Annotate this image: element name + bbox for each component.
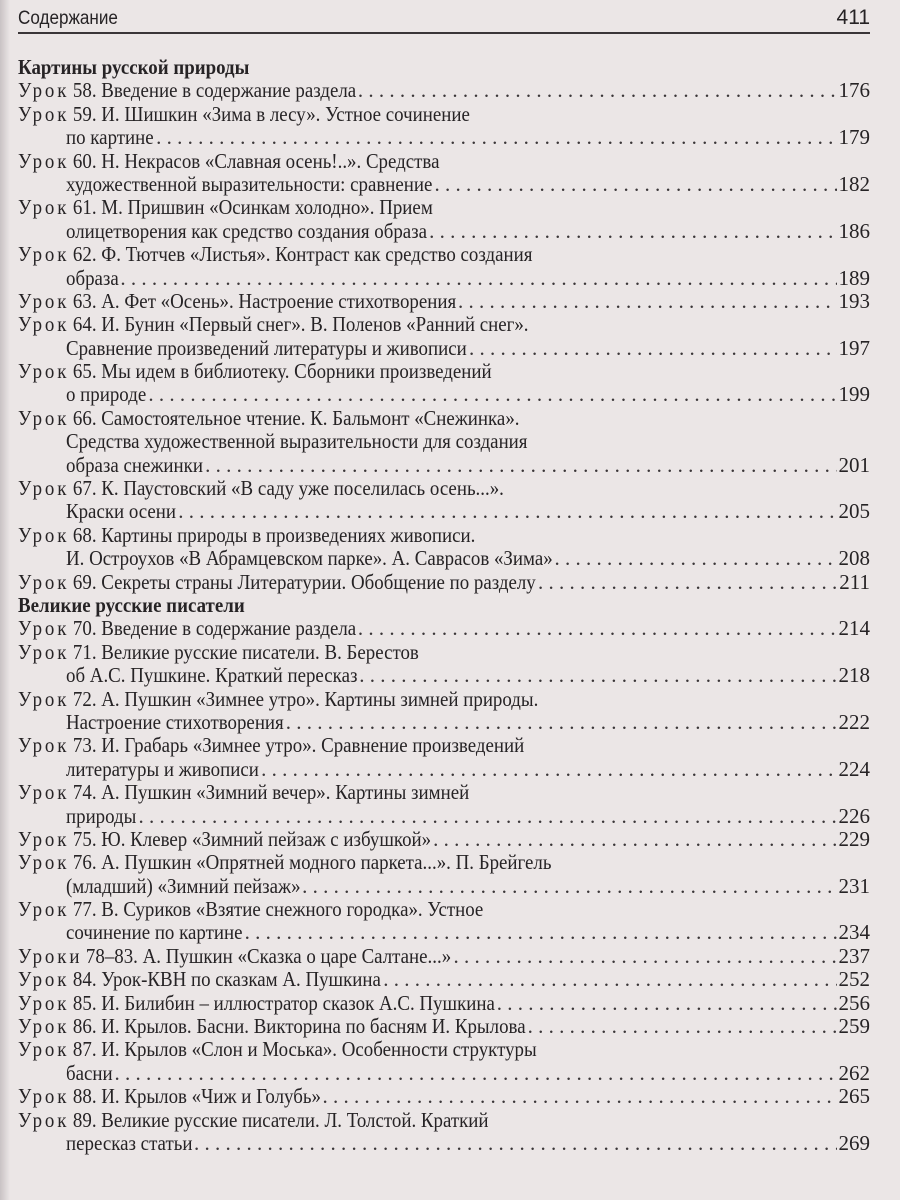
toc-entry-line	[18, 477, 870, 500]
entry-text	[18, 103, 470, 126]
lesson-number: 89.	[72, 1107, 102, 1132]
dot-leader	[538, 571, 837, 594]
lesson-number: 88.	[72, 1084, 102, 1109]
entry-text	[18, 407, 519, 430]
dot-leader	[261, 758, 836, 781]
page-ref: 197	[838, 335, 870, 360]
lesson-number: 65.	[72, 359, 102, 384]
page-ref: 186	[838, 218, 870, 243]
lesson-title: К. Паустовский «В саду уже поселилась осень...».	[101, 476, 504, 501]
lesson-title: Введение в содержание раздела	[101, 616, 357, 641]
lesson-title: И. Шишкин «Зима в лесу». Устное сочинение	[101, 101, 470, 126]
entry-text	[18, 688, 538, 711]
toc-entry-line	[18, 126, 870, 149]
entry-text	[18, 898, 483, 921]
lesson-label: Урок	[18, 148, 70, 173]
entry-text	[66, 805, 136, 828]
toc-entry-line	[18, 430, 870, 453]
page-ref: 214	[838, 616, 870, 641]
lesson-title: пересказ статьи	[66, 1130, 193, 1155]
lesson-title: М. Пришвин «Осинкам холодно». Прием	[101, 195, 433, 220]
lesson-label: Урок	[18, 990, 70, 1015]
entry-text	[66, 173, 432, 196]
dot-leader	[554, 547, 836, 570]
page-ref: 229	[838, 826, 870, 851]
lesson-label: Урок	[18, 826, 70, 851]
toc-entry-line	[18, 1015, 870, 1038]
page-ref: 201	[838, 452, 870, 477]
lesson-title: И. Билибин – иллюстратор сказок А.С. Пушкина	[101, 990, 495, 1015]
lesson-title: Урок-КВН по сказкам А. Пушкина	[101, 967, 381, 992]
entry-text	[18, 196, 433, 219]
lesson-label: Урок	[18, 405, 70, 430]
entry-text	[66, 547, 553, 570]
entry-text	[18, 1015, 526, 1038]
toc-entry-line	[18, 383, 870, 406]
lesson-label: Урок	[18, 686, 70, 711]
entry-text	[18, 571, 536, 594]
lesson-number: 77.	[72, 897, 102, 922]
lesson-number: 61.	[72, 195, 102, 220]
page-ref: 222	[838, 709, 870, 734]
toc-entry-line	[18, 1038, 870, 1061]
toc-entry-line	[18, 243, 870, 266]
page-ref: 259	[838, 1014, 870, 1039]
lesson-label: Урок	[18, 195, 70, 220]
dot-leader	[114, 1062, 836, 1085]
lesson-number: 72.	[72, 686, 102, 711]
page-ref: 218	[838, 663, 870, 688]
page-ref: 231	[838, 873, 870, 898]
toc-entry-line	[18, 898, 870, 921]
lesson-title: Секреты страны Литературии. Обобщение по разделу	[101, 569, 536, 594]
entry-text	[18, 79, 356, 102]
lesson-label: Урок	[18, 78, 70, 103]
lesson-title: Введение в содержание раздела	[101, 78, 357, 103]
toc-entry-line	[18, 79, 870, 102]
lesson-number: 85.	[72, 990, 102, 1015]
toc-entry-line	[18, 921, 870, 944]
toc-entry-line	[18, 196, 870, 219]
lesson-title: Великие русские писатели. В. Берестов	[101, 639, 419, 664]
entry-text	[18, 781, 469, 804]
toc-entry-line	[18, 1062, 870, 1085]
entry-text	[18, 828, 431, 851]
page-ref: 226	[838, 803, 870, 828]
lesson-label: Урок	[18, 312, 70, 337]
entry-text	[18, 290, 456, 313]
dot-leader	[454, 945, 837, 968]
lesson-title: А. Пушкин «Зимний вечер». Картины зимней	[101, 780, 470, 805]
dot-leader	[156, 126, 836, 149]
lesson-title: по картине	[66, 125, 154, 150]
toc-entry-line	[18, 945, 870, 968]
entry-text	[66, 875, 301, 898]
lesson-title: И. Крылов. Басни. Викторина по басням И. Крылова	[101, 1014, 526, 1039]
entry-text	[66, 758, 259, 781]
lesson-number: 63.	[72, 288, 102, 313]
lesson-label: Урок	[18, 101, 70, 126]
lesson-title: Краски осени	[66, 499, 177, 524]
lesson-number: 67.	[72, 476, 102, 501]
toc-entry-line	[18, 734, 870, 757]
entry-text	[66, 921, 242, 944]
lesson-label: Урок	[18, 569, 70, 594]
entry-text	[18, 968, 381, 991]
toc-entry-line	[18, 711, 870, 734]
lesson-label: Урок	[18, 897, 70, 922]
lesson-label: Урок	[18, 850, 70, 875]
toc-entry-line	[18, 875, 870, 898]
lesson-number: 60.	[72, 148, 102, 173]
lesson-title: А. Фет «Осень». Настроение стихотворения	[101, 288, 457, 313]
entry-text	[18, 945, 451, 968]
toc-entry-line	[18, 1109, 870, 1132]
dot-leader	[139, 805, 837, 828]
entry-text	[18, 243, 532, 266]
toc-entry-line	[18, 500, 870, 523]
lesson-label: Урок	[18, 967, 70, 992]
lesson-number: 70.	[72, 616, 102, 641]
toc-entry-line	[18, 617, 870, 640]
dot-leader	[358, 617, 837, 640]
entry-text	[66, 500, 176, 523]
entry-text	[18, 313, 529, 336]
section-heading	[18, 56, 870, 79]
toc-entry-line	[18, 103, 870, 126]
page-ref: 189	[838, 265, 870, 290]
lesson-number: 73.	[72, 733, 102, 758]
lesson-title: Средства художественной выразительности для создания	[66, 429, 528, 454]
lesson-number: 84.	[72, 967, 102, 992]
dot-leader	[245, 921, 837, 944]
entry-text	[18, 1038, 537, 1061]
lesson-title: И. Крылов «Слон и Моська». Особенности структуры	[101, 1037, 537, 1062]
entry-text	[18, 992, 495, 1015]
lesson-number: 68.	[72, 522, 102, 547]
toc-entry-line	[18, 337, 870, 360]
entry-text	[18, 734, 524, 757]
entry-text	[18, 524, 475, 547]
dot-leader	[435, 173, 837, 196]
page-edge-shadow	[0, 0, 10, 1200]
toc-entry-line	[18, 454, 870, 477]
lesson-title: Ф. Тютчев «Листья». Контраст как средство создания	[101, 242, 533, 267]
toc-entry-line	[18, 851, 870, 874]
toc-entry-line	[18, 547, 870, 570]
toc-entry-line	[18, 1085, 870, 1108]
page-ref: 234	[838, 920, 870, 945]
entry-text	[18, 150, 439, 173]
dot-leader	[286, 711, 837, 734]
entry-text	[66, 430, 528, 453]
dot-leader	[194, 1132, 837, 1155]
toc-entry-line	[18, 664, 870, 687]
lesson-number: 76.	[72, 850, 102, 875]
lesson-title: сочинение по картине	[66, 920, 243, 945]
toc-entry-line	[18, 360, 870, 383]
lesson-label: Урок	[18, 1107, 70, 1132]
entry-text	[66, 383, 146, 406]
dot-leader	[323, 1085, 837, 1108]
lesson-title: олицетворения как средство создания образа	[66, 218, 428, 243]
entry-text	[18, 641, 419, 664]
page-ref: 208	[838, 546, 870, 571]
lesson-number: 59.	[72, 101, 102, 126]
lesson-title: И. Остроухов «В Абрамцевском парке». А. Саврасов «Зима»	[66, 546, 553, 571]
lesson-number: 69.	[72, 569, 102, 594]
toc-entry-line	[18, 1132, 870, 1155]
page-ref: 269	[838, 1130, 870, 1155]
toc-entry-line	[18, 571, 870, 594]
lesson-title: Великие русские писатели. Л. Толстой. Краткий	[101, 1107, 489, 1132]
lesson-title: А. Пушкин «Сказка о царе Салтане...»	[142, 943, 452, 968]
lesson-label: Урок	[18, 780, 70, 805]
lesson-title: Картины природы в произведениях живописи.	[101, 522, 476, 547]
lesson-title: художественной выразительности: сравнение	[66, 171, 433, 196]
section-title: Великие русские писатели	[18, 592, 245, 617]
lesson-title: И. Крылов «Чиж и Голубь»	[101, 1084, 321, 1109]
page-ref: 179	[838, 125, 870, 150]
lesson-title: литературы и живописи	[66, 756, 259, 781]
entry-text	[66, 337, 467, 360]
lesson-title: образа	[66, 265, 119, 290]
dot-leader	[458, 290, 836, 313]
lesson-title: Н. Некрасов «Славная осень!..». Средства	[101, 148, 440, 173]
dot-leader	[433, 828, 836, 851]
dot-leader	[429, 220, 836, 243]
section-title: Картины русской природы	[18, 55, 250, 79]
lesson-label: Урок	[18, 476, 70, 501]
page-ref: 211	[839, 569, 870, 594]
lesson-title: И. Бунин «Первый снег». В. Поленов «Ранний снег».	[101, 312, 529, 337]
lesson-title: басни	[66, 1060, 113, 1085]
dot-leader	[205, 454, 836, 477]
toc-entry-line	[18, 828, 870, 851]
dot-leader	[469, 337, 837, 360]
lesson-title: В. Суриков «Взятие снежного городка». Устное	[101, 897, 484, 922]
dot-leader	[120, 267, 836, 290]
lesson-title: Ю. Клевер «Зимний пейзаж с избушкой»	[101, 826, 432, 851]
entry-text	[18, 617, 356, 640]
lesson-number: 78–83.	[85, 943, 143, 968]
lesson-number: 86.	[72, 1014, 102, 1039]
entry-text	[66, 664, 357, 687]
toc-entry-line	[18, 290, 870, 313]
entry-text	[18, 851, 551, 874]
entry-text	[66, 126, 154, 149]
dot-leader	[528, 1015, 837, 1038]
lesson-number: 62.	[72, 242, 102, 267]
lesson-title: Мы идем в библиотеку. Сборники произведений	[101, 359, 492, 384]
toc-entry-line	[18, 805, 870, 828]
lesson-label: Урок	[18, 1037, 70, 1062]
toc-entry-line	[18, 992, 870, 1015]
lesson-label: Урок	[18, 616, 70, 641]
entry-text	[66, 220, 427, 243]
lesson-number: 64.	[72, 312, 102, 337]
toc-entry-line	[18, 150, 870, 173]
toc-entry-line	[18, 313, 870, 336]
lesson-title: Самостоятельное чтение. К. Бальмонт «Снежинка».	[101, 405, 520, 430]
entry-text	[18, 360, 492, 383]
lesson-label: Урок	[18, 242, 70, 267]
entry-text	[18, 1085, 321, 1108]
page-ref: 252	[838, 967, 870, 992]
lesson-number: 71.	[72, 639, 102, 664]
lesson-title: образа снежинки	[66, 452, 203, 477]
page-ref: 256	[838, 990, 870, 1015]
lesson-title: Настроение стихотворения	[66, 709, 284, 734]
lesson-title: И. Грабарь «Зимнее утро». Сравнение произведений	[101, 733, 525, 758]
toc-entry-line	[18, 781, 870, 804]
lesson-number: 66.	[72, 405, 102, 430]
page-ref: 262	[838, 1060, 870, 1085]
entry-text	[66, 711, 284, 734]
lesson-label: Урок	[18, 359, 70, 384]
lesson-label: Урок	[18, 288, 70, 313]
page-ref: 193	[838, 288, 870, 313]
running-header	[18, 6, 870, 34]
toc-entry-line	[18, 407, 870, 430]
dot-leader	[178, 500, 836, 523]
toc-entry-line	[18, 641, 870, 664]
entry-text	[18, 477, 504, 500]
toc-entry-line	[18, 968, 870, 991]
entry-text	[66, 454, 203, 477]
entry-text	[66, 1132, 192, 1155]
entry-text	[66, 1062, 113, 1085]
lesson-title: природы	[66, 803, 137, 828]
lesson-number: 74.	[72, 780, 102, 805]
lesson-label: Урок	[18, 522, 70, 547]
lesson-number: 58.	[72, 78, 102, 103]
lesson-number: 75.	[72, 826, 102, 851]
toc-entry-line	[18, 688, 870, 711]
page-ref: 199	[838, 382, 870, 407]
toc-entry-line	[18, 758, 870, 781]
table-of-contents	[18, 56, 870, 1155]
toc-entry-line	[18, 524, 870, 547]
dot-leader	[148, 383, 836, 406]
entry-text	[18, 1109, 489, 1132]
lesson-label: Урок	[18, 639, 70, 664]
section-heading	[18, 594, 870, 617]
lesson-title: А. Пушкин «Зимнее утро». Картины зимней природы.	[101, 686, 539, 711]
page-ref: 237	[838, 943, 870, 968]
toc-entry-line	[18, 220, 870, 243]
dot-leader	[302, 875, 836, 898]
page-ref: 205	[838, 499, 870, 524]
toc-entry-line	[18, 173, 870, 196]
lesson-number: 87.	[72, 1037, 102, 1062]
page-ref: 182	[838, 171, 870, 196]
dot-leader	[497, 992, 837, 1015]
running-header-title: Содержание	[18, 8, 118, 29]
lesson-label: Уроки	[18, 943, 83, 968]
lesson-title: о природе	[66, 382, 147, 407]
page-ref: 176	[838, 78, 870, 103]
lesson-title: А. Пушкин «Опрятней модного паркета...». П. Брейгель	[101, 850, 552, 875]
page-ref: 265	[838, 1084, 870, 1109]
page-ref: 224	[838, 756, 870, 781]
page-number: 411	[836, 6, 870, 29]
dot-leader	[383, 968, 836, 991]
lesson-label: Урок	[18, 1084, 70, 1109]
lesson-title: об А.С. Пушкине. Краткий пересказ	[66, 663, 358, 688]
lesson-title: Сравнение произведений литературы и живописи	[66, 335, 467, 360]
entry-text	[66, 267, 119, 290]
dot-leader	[358, 79, 837, 102]
lesson-label: Урок	[18, 1014, 70, 1039]
lesson-label: Урок	[18, 733, 70, 758]
dot-leader	[359, 664, 836, 687]
lesson-title: (младший) «Зимний пейзаж»	[66, 873, 301, 898]
toc-entry-line	[18, 267, 870, 290]
